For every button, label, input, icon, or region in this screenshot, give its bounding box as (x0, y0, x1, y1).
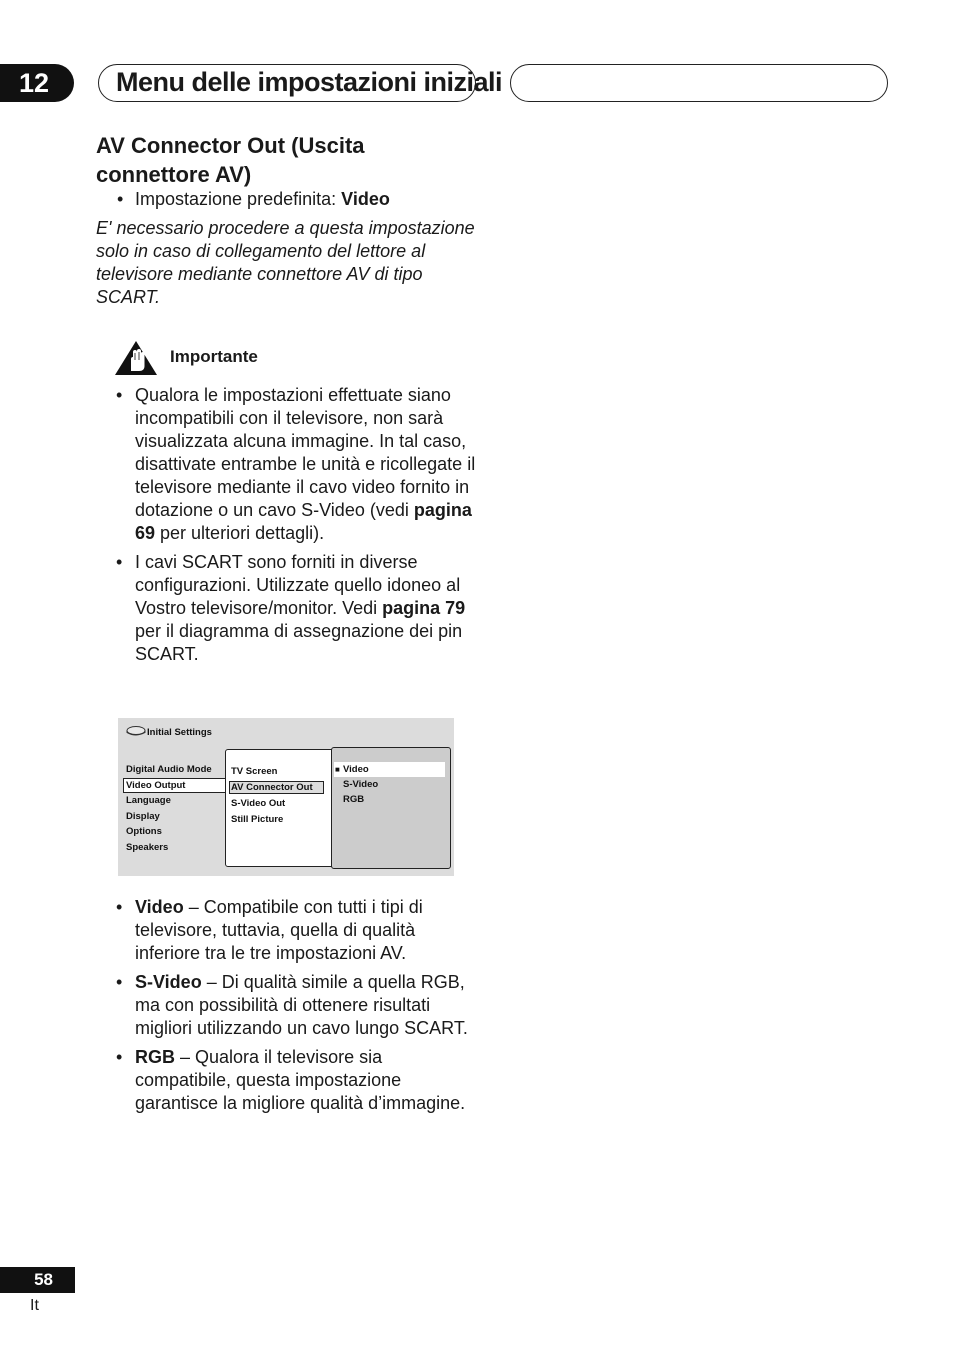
section-note: E' necessario procedere a questa impostazione solo in caso di collegamento del lettore al televisore mediante connettore AV di tipo SCART. (96, 218, 475, 307)
bullet: • (116, 897, 123, 917)
submenu-item[interactable]: S-Video Out (231, 798, 286, 809)
default-setting-label: Impostazione predefinita: (135, 189, 337, 209)
page-number-badge: 58 (0, 1267, 75, 1293)
submenu (231, 764, 324, 827)
bullet: • (116, 972, 123, 992)
option-name: Video (135, 897, 184, 917)
submenu-item[interactable]: Still Picture (231, 813, 284, 825)
options-panel (331, 747, 451, 869)
important-list (116, 384, 478, 666)
list-item: • S-Video – Di qualità simile a quella RGB, ma con possibilità di ottenere risultati migliori utilizzando un cavo lungo SCART. (116, 972, 468, 1038)
menu-item-selected[interactable]: Video Output (123, 778, 227, 794)
option-list (334, 762, 445, 807)
menu-item[interactable]: Options (126, 826, 162, 837)
submenu-item[interactable]: TV Screen (231, 766, 278, 777)
menu-item[interactable]: Digital Audio Mode (126, 764, 212, 775)
submenu-item-selected[interactable]: AV Connector Out (229, 781, 324, 795)
disc-icon (126, 725, 146, 737)
page-reference: pagina 79 (382, 598, 466, 618)
bullet: • (116, 1047, 123, 1067)
bullet: • (116, 552, 123, 572)
option-item-selected[interactable]: ■ Video (334, 762, 445, 777)
chapter-title: Menu delle impostazioni iniziali (98, 64, 476, 102)
option-name: RGB (135, 1047, 175, 1067)
list-item: • Video – Compatibile con tutti i tipi di televisore, tuttavia, quella di qualità inferiore tra le tre impostazioni AV. (116, 897, 423, 963)
main-menu (126, 762, 227, 855)
submenu-panel (225, 749, 334, 867)
page-reference: pagina 69 (135, 500, 472, 543)
section-title: AV Connector Out (Uscita connettore AV) (96, 133, 365, 187)
menu-item[interactable]: Language (126, 795, 171, 806)
language-code: It (30, 1297, 39, 1314)
warning-hand-icon (114, 340, 158, 376)
initial-settings-screen (118, 718, 454, 876)
bullet: • (117, 189, 124, 209)
option-name: S-Video (135, 972, 202, 992)
options-list (116, 896, 478, 1115)
chapter-title-blank-box (510, 64, 888, 102)
important-label: Importante (170, 347, 258, 366)
default-setting-value: Video (341, 189, 390, 209)
selected-marker-icon: ■ (335, 765, 340, 774)
option-item[interactable]: S-Video (343, 779, 379, 790)
screen-header: Initial Settings (147, 727, 212, 738)
list-item: • I cavi SCART sono forniti in diverse configurazioni. Utilizzate quello idoneo al Vostro televisore/monitor. Vedi pagina 79 per il diagramma di assegnazione dei pin SCART. (116, 552, 466, 664)
option-item[interactable]: RGB (343, 794, 365, 805)
chapter-number-badge: 12 (0, 64, 74, 102)
menu-item[interactable]: Speakers (126, 841, 169, 853)
list-item: • Qualora le impostazioni effettuate siano incompatibili con il televisore, non sarà visualizzata alcuna immagine. In tal caso, disattivate entrambe le unità e ricollegate il televisore mediante il cavo video fornito in dotazione o un cavo S-Video (vedi pagina 69 per ulteriori dettagli). (116, 385, 476, 543)
bullet: • (116, 385, 123, 405)
list-item: • RGB – Qualora il televisore sia compatibile, questa impostazione garantisce la migliore qualità d’immagine. (116, 1047, 466, 1113)
menu-item[interactable]: Display (126, 810, 160, 822)
default-setting-line (96, 188, 476, 211)
